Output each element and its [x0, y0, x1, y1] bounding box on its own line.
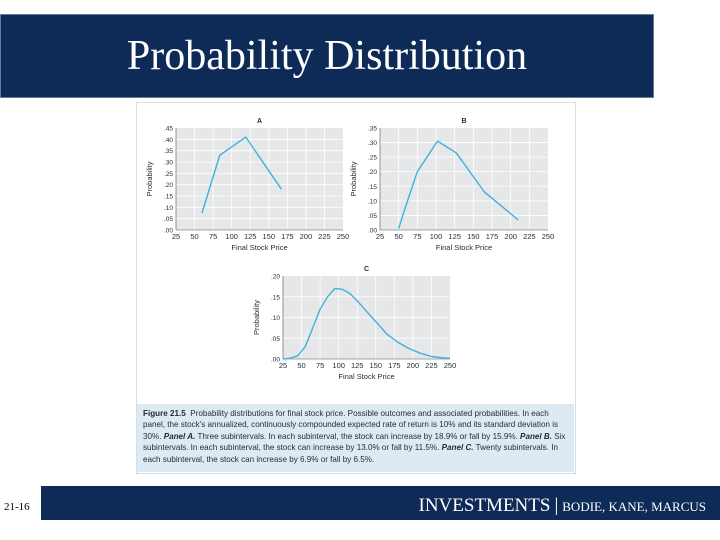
chart-b-x-tick-label: 50 [394, 232, 403, 241]
caption-line2: In each panel, the stock's annualized, continuously compounded expected rate of return is 10% and its [143, 409, 549, 430]
chart-b-x-axis-label: Final Stock Price [435, 243, 493, 252]
chart-b-y-tick-label: .20 [367, 169, 377, 177]
chart-a-x-tick-label: 200 [299, 232, 313, 241]
chart-b-x-tick-label: 175 [485, 232, 499, 241]
chart-c-y-tick-label: .20 [270, 273, 280, 281]
chart-c-y-tick-label: .00 [270, 356, 280, 364]
chart-a-x-tick-label: 175 [281, 232, 294, 241]
caption-label: Figure 21.5 [143, 409, 186, 418]
chart-b-title: B [461, 118, 467, 125]
caption-line4: or fall by 15.9%. [459, 431, 521, 441]
chart-a-y-tick-label: .30 [163, 159, 173, 167]
chart-a-title: A [256, 118, 263, 125]
chart-a-x-axis-label: Final Stock Price [231, 243, 288, 252]
chart-b-y-axis-label: Probability [349, 161, 358, 197]
chart-a-x-tick-label: 125 [243, 232, 257, 241]
chart-b-plot-area [380, 128, 548, 230]
chart-b-x-tick-label: 200 [504, 232, 517, 241]
chart-b-x-tick-label: 75 [413, 232, 422, 241]
chart-b-y-tick-label: .00 [367, 227, 377, 235]
chart-a-x-tick-label: 225 [318, 232, 331, 241]
caption-panel-c-label: Panel C. [441, 443, 474, 453]
chart-c-x-tick-label: 75 [315, 361, 325, 370]
caption-panel-b-text: Six subintervals. In each subinterval, the stock can increase by 13.0% or fall by [143, 431, 566, 453]
slide-number: 21-16 [4, 501, 30, 513]
chart-c-x-axis-label: Final Stock Price [338, 372, 395, 381]
chart-c-x-tick-label: 250 [443, 361, 457, 370]
chart-a-x-tick-label: 250 [336, 232, 350, 241]
caption-panel-a-text: Three subintervals. In each subinterval, the stock can increase by 18.9% [195, 431, 458, 441]
chart-c-y-tick-label: .10 [270, 315, 280, 322]
chart-c-x-tick-label: 50 [297, 361, 306, 370]
chart-c-x-tick-label: 125 [350, 361, 364, 370]
chart-c-y-axis-label: Probability [252, 299, 261, 336]
chart-a-x-tick-label: 150 [262, 232, 276, 241]
chart-b-x-tick-label: 150 [467, 232, 480, 241]
chart-c-x-tick-label: 100 [332, 361, 345, 370]
chart-c-x-tick-label: 175 [388, 361, 401, 370]
chart-c-x-tick-label: 225 [425, 361, 438, 370]
chart-a-y-tick-label: .45 [163, 125, 173, 133]
footer-authors: BODIE, KANE, MARCUS [562, 499, 706, 514]
chart-b-y-tick-label: .30 [367, 140, 377, 148]
chart-a-y-tick-label: .15 [163, 193, 173, 201]
caption-line3: standard deviation is 30%. [143, 420, 559, 441]
footer-book: INVESTMENTS [418, 495, 551, 516]
caption-line5: 11.5%. [414, 443, 442, 453]
chart-b-y-tick-label: .15 [367, 183, 377, 191]
chart-b-x-tick-label: 250 [541, 232, 555, 241]
chart-b-x-tick-label: 225 [523, 232, 536, 241]
chart-a-y-tick-label: .05 [163, 216, 173, 224]
slide-title: Probability Distribution [126, 33, 528, 79]
chart-c-title: C [363, 266, 370, 273]
chart-a-plot-area [176, 128, 343, 230]
chart-a-y-tick-label: .00 [163, 227, 173, 235]
chart-a-y-tick-label: .35 [163, 148, 173, 156]
chart-c-x-tick-label: 25 [278, 361, 288, 370]
chart-b-y-tick-label: .25 [367, 154, 377, 162]
caption-panel-b-label: Panel B. [520, 431, 552, 441]
chart-c-y-tick-label: .05 [270, 335, 280, 343]
chart-a-y-axis-label: Probability [145, 161, 154, 197]
chart-a-x-tick-label: 100 [225, 232, 238, 241]
chart-a-y-tick-label: .40 [163, 136, 173, 144]
chart-c-x-tick-label: 150 [369, 361, 383, 370]
footer-separator: | [554, 495, 559, 516]
caption-panel-a-label: Panel A. [163, 431, 196, 441]
chart-b-y-tick-label: .05 [367, 212, 377, 220]
caption-line1: Probability distributions for final stock price. Possible outcomes and associated probabilities. [190, 409, 520, 418]
footer-credit [419, 495, 707, 517]
chart-c-x-tick-label: 200 [406, 361, 420, 370]
chart-a-y-tick-label: .25 [163, 170, 173, 178]
chart-a-x-tick-label: 25 [171, 232, 181, 241]
chart-a-y-tick-label: .20 [163, 182, 173, 190]
caption-panel-c-text: Twenty subintervals. In each subinterval, the stock can increase by 6.9% or fall by 6.5%. [143, 443, 558, 464]
chart-a-y-tick-label: .10 [163, 204, 173, 212]
chart-b-y-tick-label: .35 [367, 125, 377, 133]
chart-a-x-tick-label: 50 [190, 232, 199, 241]
chart-c-y-tick-label: .15 [270, 294, 280, 302]
chart-b-y-tick-label: .10 [367, 198, 377, 206]
chart-a-x-tick-label: 75 [208, 232, 218, 241]
chart-b-x-tick-label: 125 [448, 232, 461, 241]
chart-b-x-tick-label: 25 [375, 232, 385, 241]
chart-b-x-tick-label: 100 [429, 232, 443, 241]
